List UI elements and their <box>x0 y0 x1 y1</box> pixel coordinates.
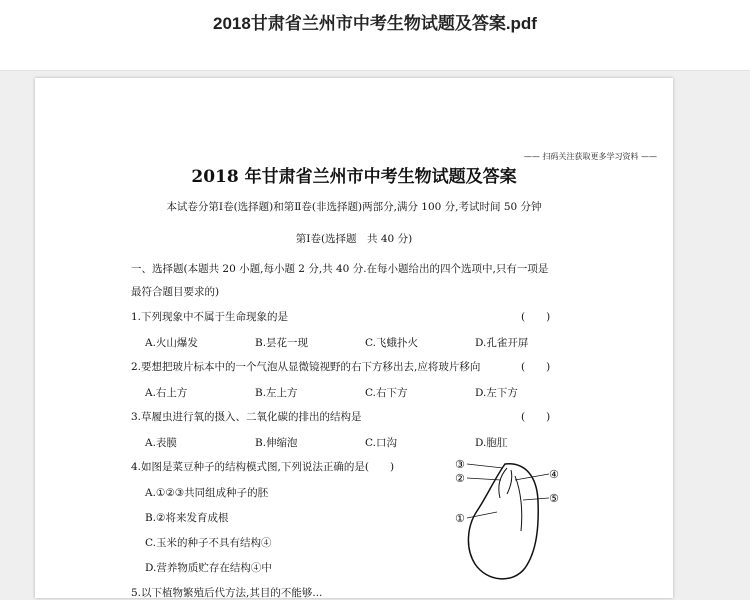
viewer-toolbar <box>0 0 750 71</box>
part-instructions-1: 一、选择题(本题共 20 小题,每小题 2 分,共 40 分.在每小题给出的四个选项中,只有一项是 <box>131 263 549 275</box>
watermark-text: —— 扫码关注获取更多学习资料 —— <box>523 152 657 161</box>
figure-label-2: ② <box>455 472 465 485</box>
question-5-partial: 5.以下植物繁殖后代方法,其目的不能够... <box>131 587 323 599</box>
q4-option-c: C.玉米的种子不具有结构④ <box>145 537 272 549</box>
section-heading: 第Ⅰ卷(选择题 共 40 分) <box>295 233 413 245</box>
q2-option-d: D.左下方 <box>475 387 518 399</box>
figure-label-4: ④ <box>549 468 559 481</box>
q1-option-c: C.飞蛾扑火 <box>365 337 418 349</box>
q3-option-b: B.伸缩泡 <box>255 437 298 449</box>
figure-label-5: ⑤ <box>549 492 559 505</box>
figure-label-1: ① <box>455 512 465 525</box>
part-instructions-2: 最符合题目要求的) <box>131 286 220 298</box>
question-3-answer-blank: ( ) <box>521 411 551 423</box>
q4-option-d: D.营养物质贮存在结构④中 <box>145 562 272 574</box>
question-1-text: 1.下列现象中不属于生命现象的是 <box>131 311 289 323</box>
q4-option-a: A.①②③共同组成种子的胚 <box>145 487 269 499</box>
q2-option-b: B.左上方 <box>255 387 298 399</box>
q3-option-d: D.胞肛 <box>475 437 508 449</box>
q3-option-c: C.口沟 <box>365 437 397 449</box>
q2-option-c: C.右下方 <box>365 387 408 399</box>
question-2-text: 2.要想把玻片标本中的一个气泡从显微镜视野的右下方移出去,应将玻片移向 <box>131 361 481 373</box>
question-2-answer-blank: ( ) <box>521 361 551 373</box>
question-4-text: 4.如图是菜豆种子的结构模式图,下列说法正确的是( ) <box>131 461 395 473</box>
file-title: 2018甘肃省兰州市中考生物试题及答案.pdf <box>213 14 537 33</box>
q3-option-a: A.表膜 <box>145 437 177 449</box>
intro-text: 本试卷分第Ⅰ卷(选择题)和第Ⅱ卷(非选择题)两部分,满分 100 分,考试时间 50 分钟 <box>166 201 542 213</box>
q1-option-b: B.昙花一现 <box>255 337 309 349</box>
bean-seed-diagram <box>445 456 565 586</box>
question-3-text: 3.草履虫进行氧的摄入、二氧化碳的排出的结构是 <box>131 411 362 423</box>
document-page <box>35 78 673 598</box>
q4-option-b: B.②将来发育成根 <box>145 512 229 524</box>
question-1-answer-blank: ( ) <box>521 311 551 323</box>
q2-option-a: A.右上方 <box>145 387 188 399</box>
q1-option-d: D.孔雀开屏 <box>475 337 529 349</box>
document-title: 2018 年甘肃省兰州市中考生物试题及答案 <box>191 167 517 187</box>
q1-option-a: A.火山爆发 <box>145 337 198 349</box>
figure-label-3: ③ <box>455 458 465 471</box>
